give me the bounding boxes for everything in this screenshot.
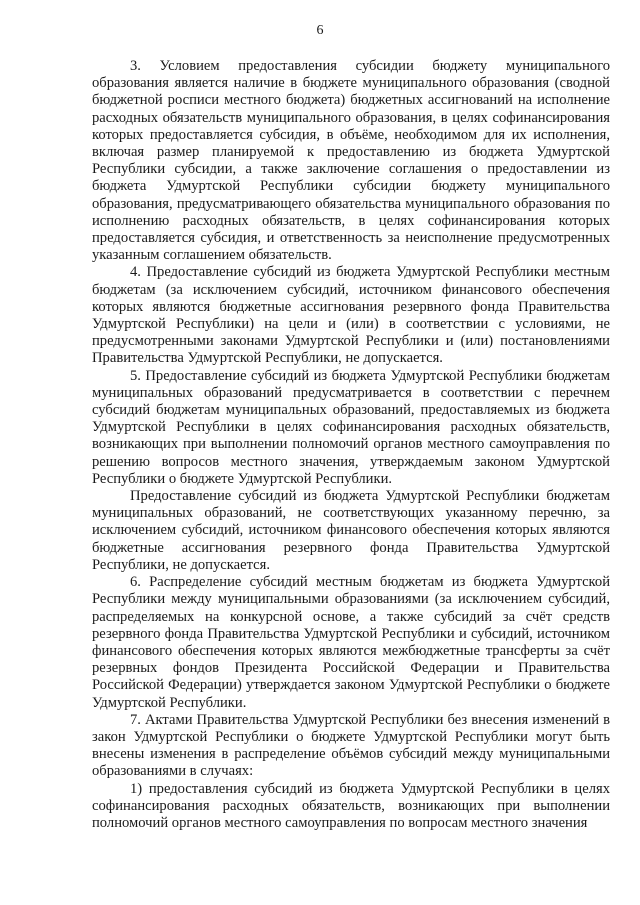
paragraph-3: 3. Условием предоставления субсидии бюджету муниципального образования является наличие в бюджете муниципального образования (сводной бюджетной росписи местного бюджета) бюджетных ассигнований на исполнение расходных обязательств муниципального образования, в целях софинансирования которых предоставляется субсидия, в объёме, необходимом для их исполнения, включая размер планируемой к предоставлению из бюджета Удмуртской Республики субсидии, а также заключение соглашения о предоставлении из бюджета Удмуртской Республики субсидии бюджету муниципального образования, предусматривающего обязательства муниципального образования по исполнению расходных обязательств, в целях софинансирования которых предоставляется субсидия, и ответственность за неисполнение предусмотренных указанным соглашением обязательств. [92, 58, 610, 264]
paragraph-5-continued: Предоставление субсидий из бюджета Удмуртской Республики бюджетам муниципальных образований, не соответствующих указанному перечню, за исключением субсидий, источником финансового обеспечения которых являются бюджетные ассигнования резервного фонда Правительства Удмуртской Республики, не допускается. [92, 488, 610, 573]
document-body [92, 58, 610, 832]
paragraph-5: 5. Предоставление субсидий из бюджета Удмуртской Республики бюджетам муниципальных образований предусматривается в соответствии с перечнем субсидий бюджетам муниципальных образований, предоставляемых из бюджета Удмуртской Республики в целях софинансирования расходных обязательств, возникающих при выполнении полномочий органов местного самоуправления по решению вопросов местного значения, утверждаемым законом Удмуртской Республики о бюджете Удмуртской Республики. [92, 367, 610, 487]
paragraph-7: 7. Актами Правительства Удмуртской Республики без внесения изменений в закон Удмуртской Республики о бюджете Удмуртской Республики могут быть внесены изменения в распределение объёмов субсидий между муниципальными образованиями в случаях: [92, 711, 610, 780]
paragraph-7-item-1: 1) предоставления субсидий из бюджета Удмуртской Республики в целях софинансирования расходных обязательств, возникающих при выполнении полномочий органов местного самоуправления по вопросам местного значения [92, 780, 610, 831]
page-number: 6 [316, 23, 324, 38]
paragraph-6: 6. Распределение субсидий местным бюджетам из бюджета Удмуртской Республики между муниципальными образованиями (за исключением субсидий, распределяемых на конкурсной основе, а также субсидий за счёт средств резервного фонда Правительства Удмуртской Республики и субсидий, источником финансового обеспечения которых являются межбюджетные трансферты за счёт резервных фондов Президента Российской Федерации и Правительства Российской Федерации) утверждается законом Удмуртской Республики о бюджете Удмуртской Республики. [92, 574, 610, 711]
paragraph-4: 4. Предоставление субсидий из бюджета Удмуртской Республики местным бюджетам (за исключением субсидий, источником финансового обеспечения которых являются бюджетные ассигнования резервного фонда Правительства Удмуртской Республики) на цели и (или) в соответствии с условиями, не предусмотренными законами Удмуртской Республики и (или) постановлениями Правительства Удмуртской Республики, не допускается. [92, 264, 610, 367]
